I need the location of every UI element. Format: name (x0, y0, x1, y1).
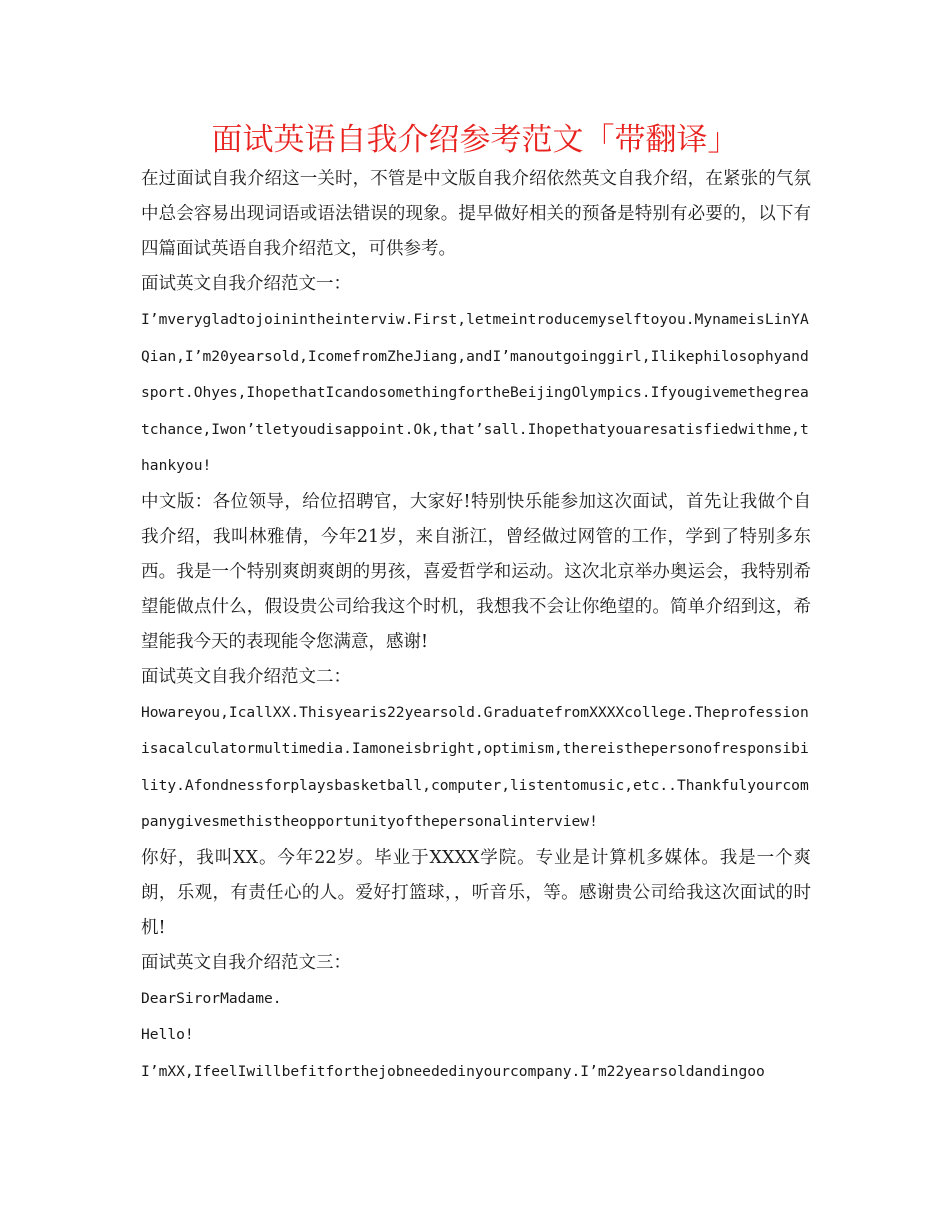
section-3-heading: 面试英文自我介绍范文三： (141, 952, 351, 973)
section-1-heading: 面试英文自我介绍范文一： (141, 274, 351, 294)
section-2-chinese-translation: 你好，我叫XX。今年22岁。毕业于XXXX学院。专业是计算机多媒体。我是一个爽朗，乐观，有责任心的人。爱好打篮球，，听音乐，等。感谢贵公司给我这次面试的时机! (141, 847, 811, 938)
section-3-english-text: I’mXX,IfeelIwillbefitforthejobneededinyourcompany.I’m22yearsoldandingoo (141, 1062, 765, 1080)
section-3-hello: Hello! (141, 1026, 194, 1043)
section-1-chinese-translation: 中文版：各位领导，给位招聘官，大家好!特别快乐能参加这次面试，首先让我做个自我介绍，我叫林雅倩，今年21岁，来自浙江，曾经做过网管的工作，学到了特别多东西。我是一个特别爽朗爽朗的男孩，喜爱哲学和运动。这次北京举办奥运会，我特别希望能做点什么，假设贵公司给我这个时机，我想我不会让你绝望的。简单介绍到这，希望能我今天的表现能令您满意，感谢! (141, 491, 811, 652)
intro-paragraph: 在过面试自我介绍这一关时，不管是中文版自我介绍依然英文自我介绍，在紧张的气氛中总会容易出现词语或语法错误的现象。提早做好相关的预备是特别有必要的，以下有四篇面试英语自我介绍范文，可供参考。 (141, 169, 811, 259)
document-title: 面试英语自我介绍参考范文「带翻译」 (211, 122, 739, 158)
section-1-english-text: I’mverygladtojoinintheinterviw.First,letmeintroducemyselftoyou.MynameisLinYAQian,I’m20yearsold,IcomefromZheJiang,andI’manoutgoinggirl,Ilikephilosophyandsport.Ohyes,IhopethatIcandosomethingfortheBeijingOlympics.Ifyougivemethegreatchance,Iwon’tletyoudisappoint.Ok,that’sall.Ihopethatyouaresatisfiedwithme,thankyou! (141, 311, 809, 474)
section-3-greeting: DearSirorMadame. (141, 989, 282, 1007)
section-2-english-text: Howareyou,IcallXX.Thisyearis22yearsold.GraduatefromXXXXcollege.Theprofessionisacalculatormultimedia.Iamoneisbright,optimism,thereisthepersonofresponsibility.Afondnessforplaysbasketball,computer,listentomusic,etc..Thankfulyourcompanygivesmethistheopportunityofthepersonalinterview! (141, 703, 809, 830)
section-2-heading: 面试英文自我介绍范文二： (141, 666, 351, 687)
document-body (141, 162, 811, 1090)
